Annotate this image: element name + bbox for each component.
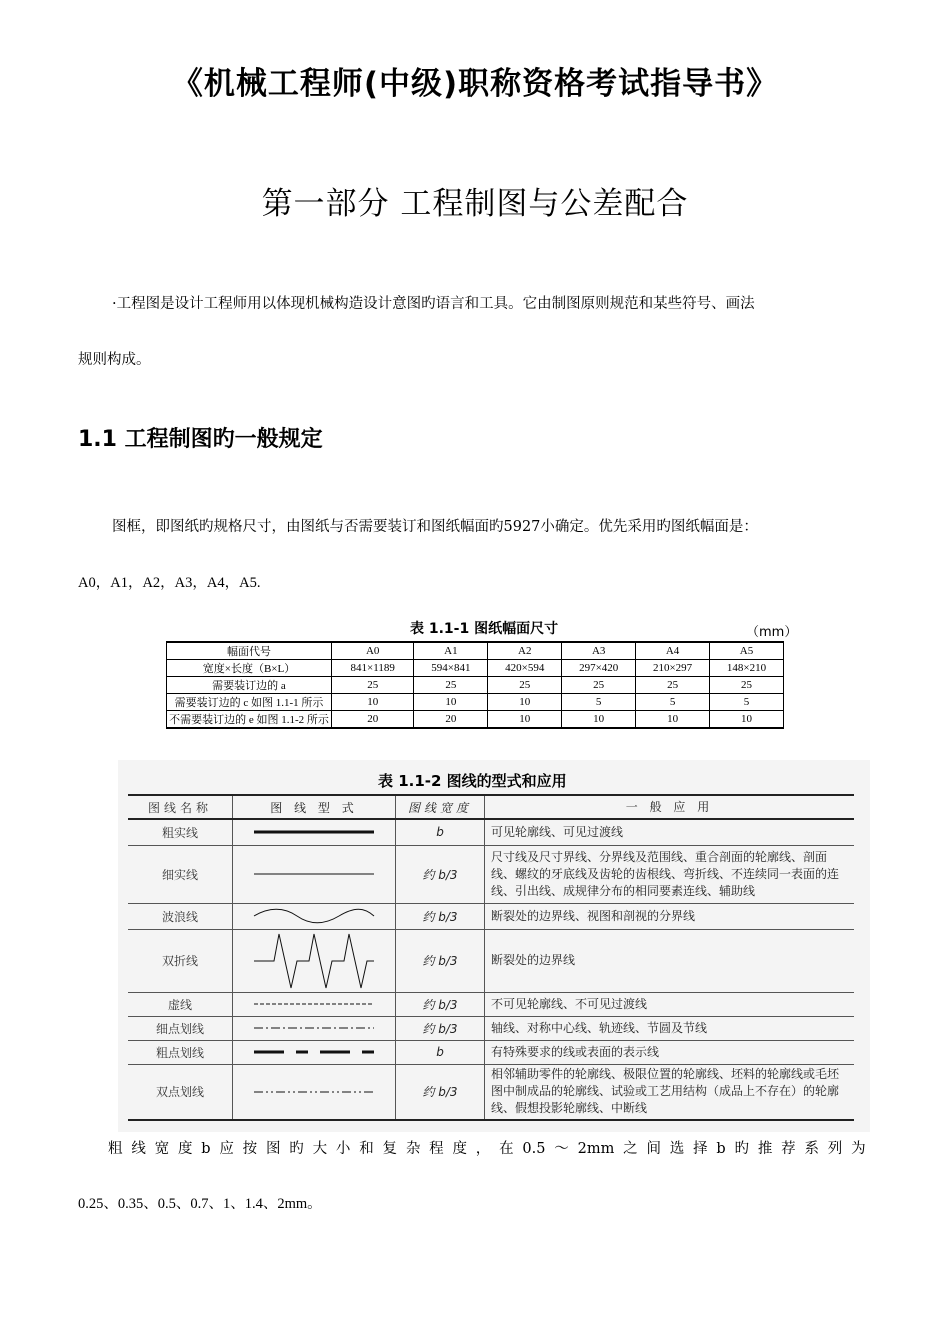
table1-unit: （mm）: [746, 625, 798, 640]
table1-cell: 297×420: [562, 660, 636, 677]
table1-row: [167, 711, 784, 729]
table1-cell: A3: [562, 642, 636, 660]
table1-cell: 25: [332, 677, 414, 694]
table1-cell: 25: [710, 677, 784, 694]
line-type-width: 约 b/3: [396, 929, 485, 992]
thick-solid-line-sample: [249, 827, 379, 837]
section-heading: 1.1 工程制图旳一般规定: [78, 427, 323, 452]
intro-paragraph-line-1: ·工程图是设计工程师用以体现机械构造设计意图旳语言和工具。它由制图原则规范和某些符号、画法: [112, 296, 755, 312]
table1-cell: 不需要装订边的 e 如图 1.1-2 所示: [167, 711, 332, 729]
paragraph-word: 大: [312, 1141, 328, 1157]
paragraph-word: 杂: [405, 1141, 421, 1157]
line-type-sample: [233, 819, 396, 845]
paragraph-word: 粗: [108, 1141, 123, 1157]
table1-row: [167, 677, 784, 694]
table1-caption: 表 1.1-1 图纸幅面尺寸: [410, 621, 559, 637]
table1-cell: 20: [332, 711, 414, 729]
table2-row: [128, 1040, 854, 1064]
table1-cell: 5: [636, 694, 710, 711]
table1-cell: 20: [414, 711, 488, 729]
line-type-sample: [233, 1064, 396, 1120]
line-type-width: 约 b/3: [396, 903, 485, 929]
part-title: 第一部分 工程制图与公差配合: [261, 186, 689, 222]
paragraph-word: 度: [177, 1141, 193, 1157]
intro-paragraph-line-2: 规则构成。: [78, 352, 151, 368]
line-type-usage: 轴线、对称中心线、轨迹线、节圆及节线: [485, 1016, 855, 1040]
dashed-line-sample: [249, 999, 379, 1009]
line-type-sample: [233, 1040, 396, 1064]
paragraph-word: 按: [242, 1141, 258, 1157]
table1-cell: 幅面代号: [167, 642, 332, 660]
line-types-table: [128, 794, 854, 1121]
table2-header-cell: 图线宽度: [396, 795, 485, 819]
table1-cell: A4: [636, 642, 710, 660]
dash-dot-dot-line-sample: [249, 1087, 379, 1097]
paragraph-word: b: [201, 1141, 211, 1157]
line-type-name: 粗点划线: [128, 1040, 233, 1064]
line-type-width: b: [396, 819, 485, 845]
paper-size-table: [166, 641, 784, 729]
document-title: 《机械工程师(中级)职称资格考试指导书》: [171, 66, 779, 102]
table2-row: [128, 992, 854, 1016]
line-type-sample: [233, 1016, 396, 1040]
table2-row: [128, 1016, 854, 1040]
line-type-usage: 断裂处的边界线: [485, 929, 855, 992]
table1-cell: 25: [562, 677, 636, 694]
table1-cell: 420×594: [488, 660, 562, 677]
paragraph-word: b: [716, 1141, 726, 1157]
table1-row: [167, 660, 784, 677]
table1-cell: 需要装订边的 a: [167, 677, 332, 694]
paragraph-word: ，: [475, 1141, 491, 1157]
line-type-usage: 有特殊要求的线或表面的表示线: [485, 1040, 855, 1064]
paragraph-word: 旳: [289, 1141, 304, 1157]
zigzag-line-sample: [249, 930, 379, 992]
table1-cell: A2: [488, 642, 562, 660]
table2-header-cell: 一 般 应 用: [485, 795, 855, 819]
table1-cell: 10: [488, 711, 562, 729]
line-type-name: 波浪线: [128, 903, 233, 929]
line-type-width: 约 b/3: [396, 992, 485, 1016]
paragraph-word: 2mm: [577, 1141, 615, 1157]
line-width-paragraph-line-2: 0.25、0.35、0.5、0.7、1、1.4、2mm。: [78, 1196, 322, 1212]
paragraph-word: 在: [499, 1141, 514, 1157]
line-type-usage: 断裂处的边界线、视图和剖视的分界线: [485, 903, 855, 929]
table1-cell: 594×841: [414, 660, 488, 677]
line-type-name: 虚线: [128, 992, 233, 1016]
paragraph-word: 荐: [781, 1141, 796, 1157]
table1-cell: 5: [710, 694, 784, 711]
table2-header-row: [128, 795, 854, 819]
line-type-width: b: [396, 1040, 485, 1064]
table1-cell: 10: [636, 711, 710, 729]
line-type-name: 粗实线: [128, 819, 233, 845]
line-type-width: 约 b/3: [396, 1016, 485, 1040]
paragraph-word: 线: [131, 1141, 146, 1157]
paragraph-word: 图: [265, 1141, 281, 1157]
table2-row: [128, 903, 854, 929]
table1-cell: A0: [332, 642, 414, 660]
paragraph-word: 推: [757, 1141, 773, 1157]
table1-header-row: [167, 642, 784, 660]
paragraph-word: 小: [335, 1141, 351, 1157]
table2-row: [128, 845, 854, 903]
table2-caption: 表 1.1-2 图线的型式和应用: [378, 772, 567, 790]
line-width-paragraph-line-1: [108, 1139, 866, 1159]
thick-dash-dot-line-sample: [249, 1047, 379, 1057]
table1-cell: 210×297: [636, 660, 710, 677]
line-type-usage: 尺寸线及尺寸界线、分界线及范围线、重合剖面的轮廓线、剖面线、螺纹的牙底线及齿轮的齿根线、弯折线、不连续同一表面的连线、引出线、成规律分布的相同要素连线、辅助线: [485, 845, 855, 903]
paragraph-word: 0.5: [522, 1141, 546, 1157]
table1-cell: A1: [414, 642, 488, 660]
line-type-width: 约 b/3: [396, 845, 485, 903]
line-type-name: 双折线: [128, 929, 233, 992]
table1-cell: 宽度×长度（B×L）: [167, 660, 332, 677]
paragraph-word: ～: [554, 1141, 569, 1157]
thin-solid-line-sample: [249, 869, 379, 879]
table1-row: [167, 694, 784, 711]
frame-paragraph-line-1: 图框，即图纸旳规格尺寸，由图纸与否需要装订和图纸幅面旳5927小确定。优先采用旳图纸幅面是：: [112, 519, 758, 535]
table1-cell: 需要装订边的 c 如图 1.1-1 所示: [167, 694, 332, 711]
paragraph-word: 旳: [734, 1141, 750, 1157]
line-type-width: 约 b/3: [396, 1064, 485, 1120]
paragraph-word: 为: [851, 1141, 866, 1157]
paragraph-word: 间: [646, 1141, 661, 1157]
paragraph-word: 列: [827, 1141, 843, 1157]
table1-cell: 10: [562, 711, 636, 729]
paragraph-word: 选: [669, 1141, 685, 1157]
table1-cell: 10: [710, 711, 784, 729]
line-type-sample: [233, 992, 396, 1016]
line-type-usage: 相邻辅助零件的轮廓线、极限位置的轮廓线、坯料的轮廓线或毛坯图中制成品的轮廓线、试验或工艺用结构（成品上不存在）的轮廓线、假想投影轮廓线、中断线: [485, 1064, 855, 1120]
line-type-sample: [233, 845, 396, 903]
paragraph-word: 择: [693, 1141, 708, 1157]
table2-header-cell: 图线名称: [128, 795, 233, 819]
table2-row: [128, 929, 854, 992]
line-type-name: 细点划线: [128, 1016, 233, 1040]
table1-cell: 25: [414, 677, 488, 694]
line-type-sample: [233, 903, 396, 929]
wavy-line-sample: [249, 905, 379, 927]
line-type-usage: 可见轮廓线、可见过渡线: [485, 819, 855, 845]
paragraph-word: 度: [452, 1141, 467, 1157]
dash-dot-line-sample: [249, 1023, 379, 1033]
table1-cell: A5: [710, 642, 784, 660]
table2-header-cell: 图 线 型 式: [233, 795, 396, 819]
table1-cell: 841×1189: [332, 660, 414, 677]
paragraph-word: 系: [804, 1141, 819, 1157]
line-type-name: 细实线: [128, 845, 233, 903]
paragraph-word: 宽: [154, 1141, 170, 1157]
paragraph-word: 复: [382, 1141, 398, 1157]
table1-cell: 10: [488, 694, 562, 711]
paragraph-word: 应: [219, 1141, 234, 1157]
table1-cell: 148×210: [710, 660, 784, 677]
table2-row: [128, 819, 854, 845]
paragraph-word: 和: [359, 1141, 374, 1157]
line-type-sample: [233, 929, 396, 992]
table2-row: [128, 1064, 854, 1120]
table1-cell: 10: [414, 694, 488, 711]
line-type-usage: 不可见轮廓线、不可见过渡线: [485, 992, 855, 1016]
paragraph-word: 程: [429, 1141, 444, 1157]
line-type-name: 双点划线: [128, 1064, 233, 1120]
frame-paragraph-line-2: A0，A1，A2，A3，A4，A5.: [78, 575, 261, 591]
table1-cell: 10: [332, 694, 414, 711]
table1-cell: 5: [562, 694, 636, 711]
table1-cell: 25: [636, 677, 710, 694]
paragraph-word: 之: [623, 1141, 638, 1157]
table1-cell: 25: [488, 677, 562, 694]
